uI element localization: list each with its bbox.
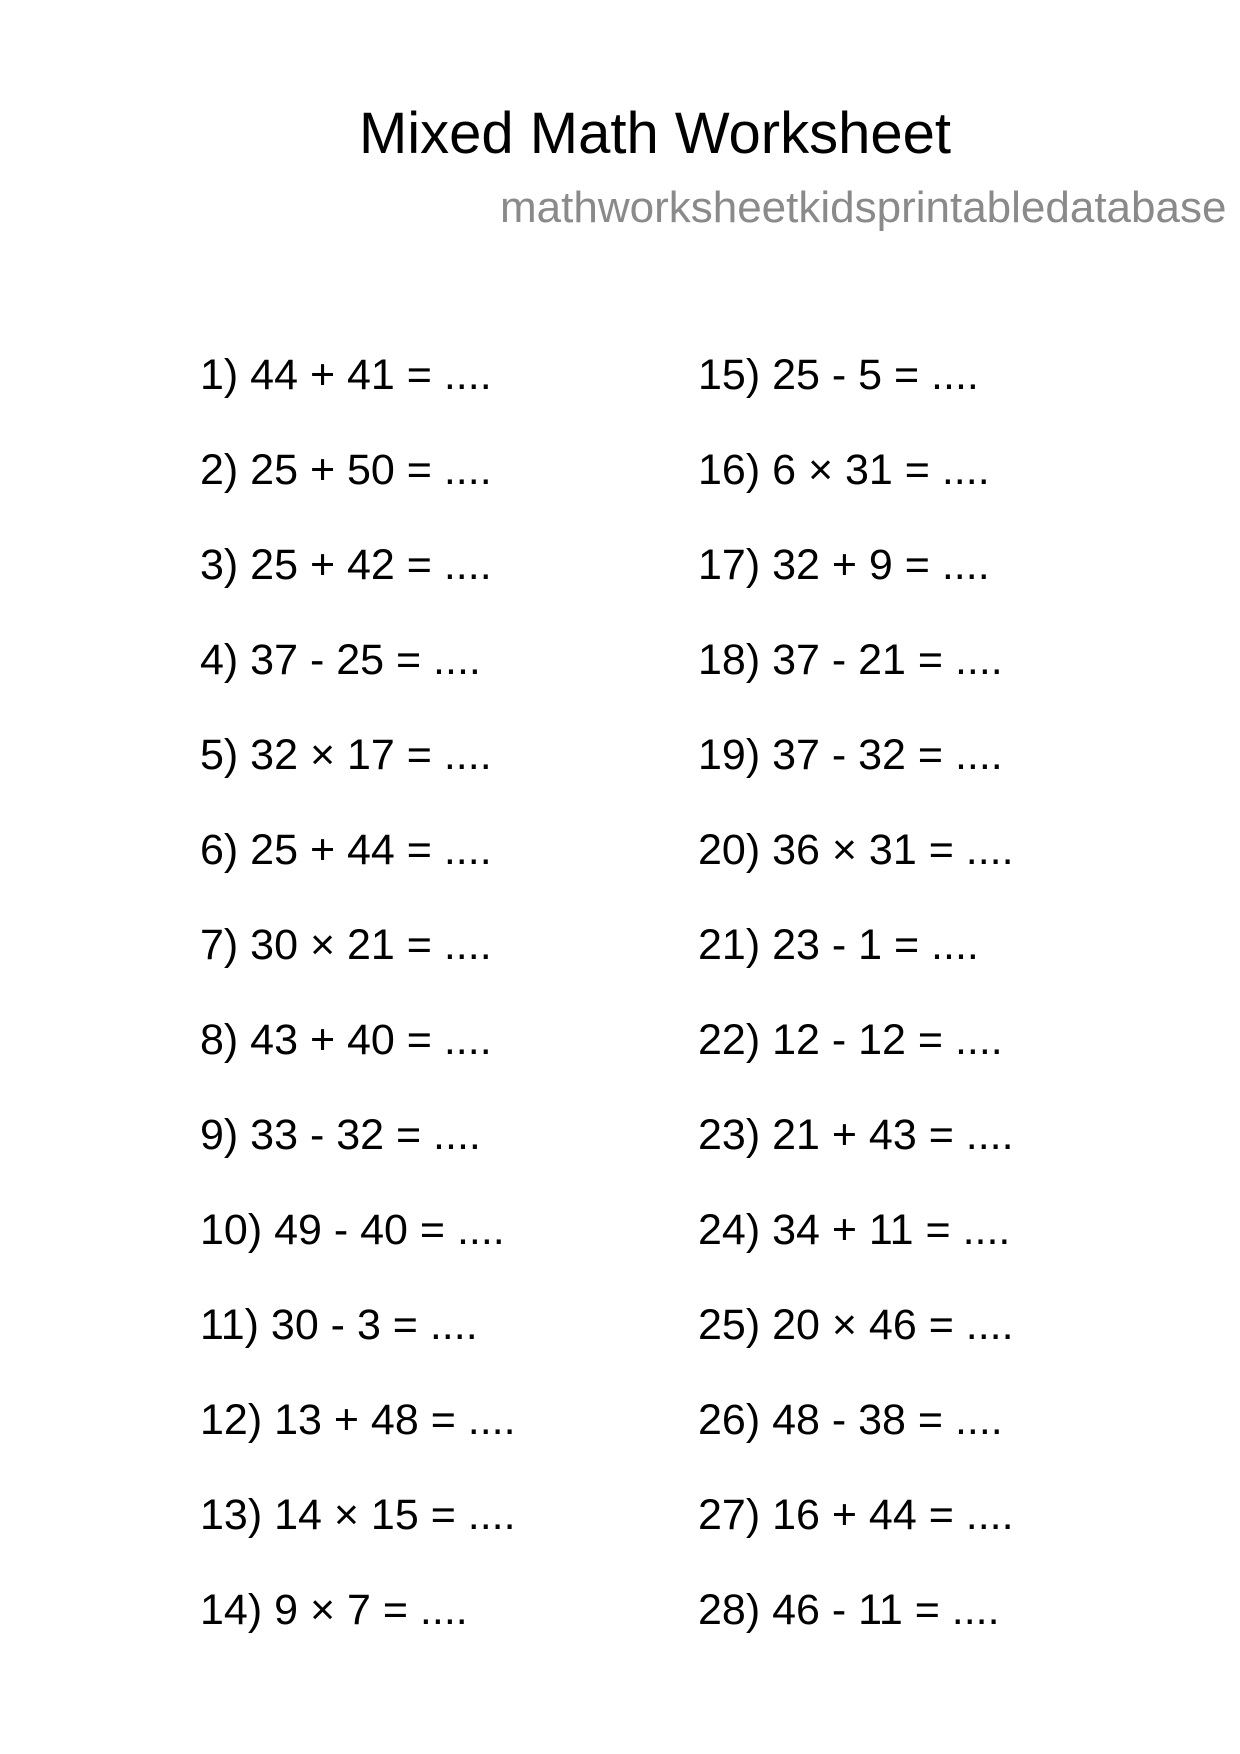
problem-13: 13) 14 × 15 = .... xyxy=(200,1491,516,1539)
problem-column-right xyxy=(698,345,1014,1675)
problem-7: 7) 30 × 21 = .... xyxy=(200,921,492,969)
problem-11: 11) 30 - 3 = .... xyxy=(200,1301,478,1349)
problem-25: 25) 20 × 46 = .... xyxy=(698,1301,1014,1349)
problem-27: 27) 16 + 44 = .... xyxy=(698,1491,1014,1539)
problem-23: 23) 21 + 43 = .... xyxy=(698,1111,1014,1159)
problem-26: 26) 48 - 38 = .... xyxy=(698,1396,1003,1444)
problem-14: 14) 9 × 7 = .... xyxy=(200,1586,468,1634)
problem-12: 12) 13 + 48 = .... xyxy=(200,1396,516,1444)
problem-6: 6) 25 + 44 = .... xyxy=(200,826,492,874)
problem-22: 22) 12 - 12 = .... xyxy=(698,1016,1003,1064)
problem-8: 8) 43 + 40 = .... xyxy=(200,1016,492,1064)
problem-9: 9) 33 - 32 = .... xyxy=(200,1111,481,1159)
problem-2: 2) 25 + 50 = .... xyxy=(200,446,492,494)
page-title: Mixed Math Worksheet xyxy=(358,101,952,166)
watermark-text: mathworksheetkidsprintabledatabase xyxy=(500,183,1227,232)
problem-18: 18) 37 - 21 = .... xyxy=(698,636,1003,684)
problem-21: 21) 23 - 1 = .... xyxy=(698,921,979,969)
problem-3: 3) 25 + 42 = .... xyxy=(200,541,492,589)
problem-20: 20) 36 × 31 = .... xyxy=(698,826,1014,874)
problem-24: 24) 34 + 11 = .... xyxy=(698,1206,1011,1254)
problem-column-left xyxy=(200,345,516,1675)
problem-1: 1) 44 + 41 = .... xyxy=(200,351,492,399)
problem-5: 5) 32 × 17 = .... xyxy=(200,731,492,779)
problem-17: 17) 32 + 9 = .... xyxy=(698,541,990,589)
problem-28: 28) 46 - 11 = .... xyxy=(698,1586,1000,1634)
problem-4: 4) 37 - 25 = .... xyxy=(200,636,481,684)
problem-16: 16) 6 × 31 = .... xyxy=(698,446,990,494)
problem-15: 15) 25 - 5 = .... xyxy=(698,351,979,399)
problem-19: 19) 37 - 32 = .... xyxy=(698,731,1003,779)
problem-10: 10) 49 - 40 = .... xyxy=(200,1206,505,1254)
